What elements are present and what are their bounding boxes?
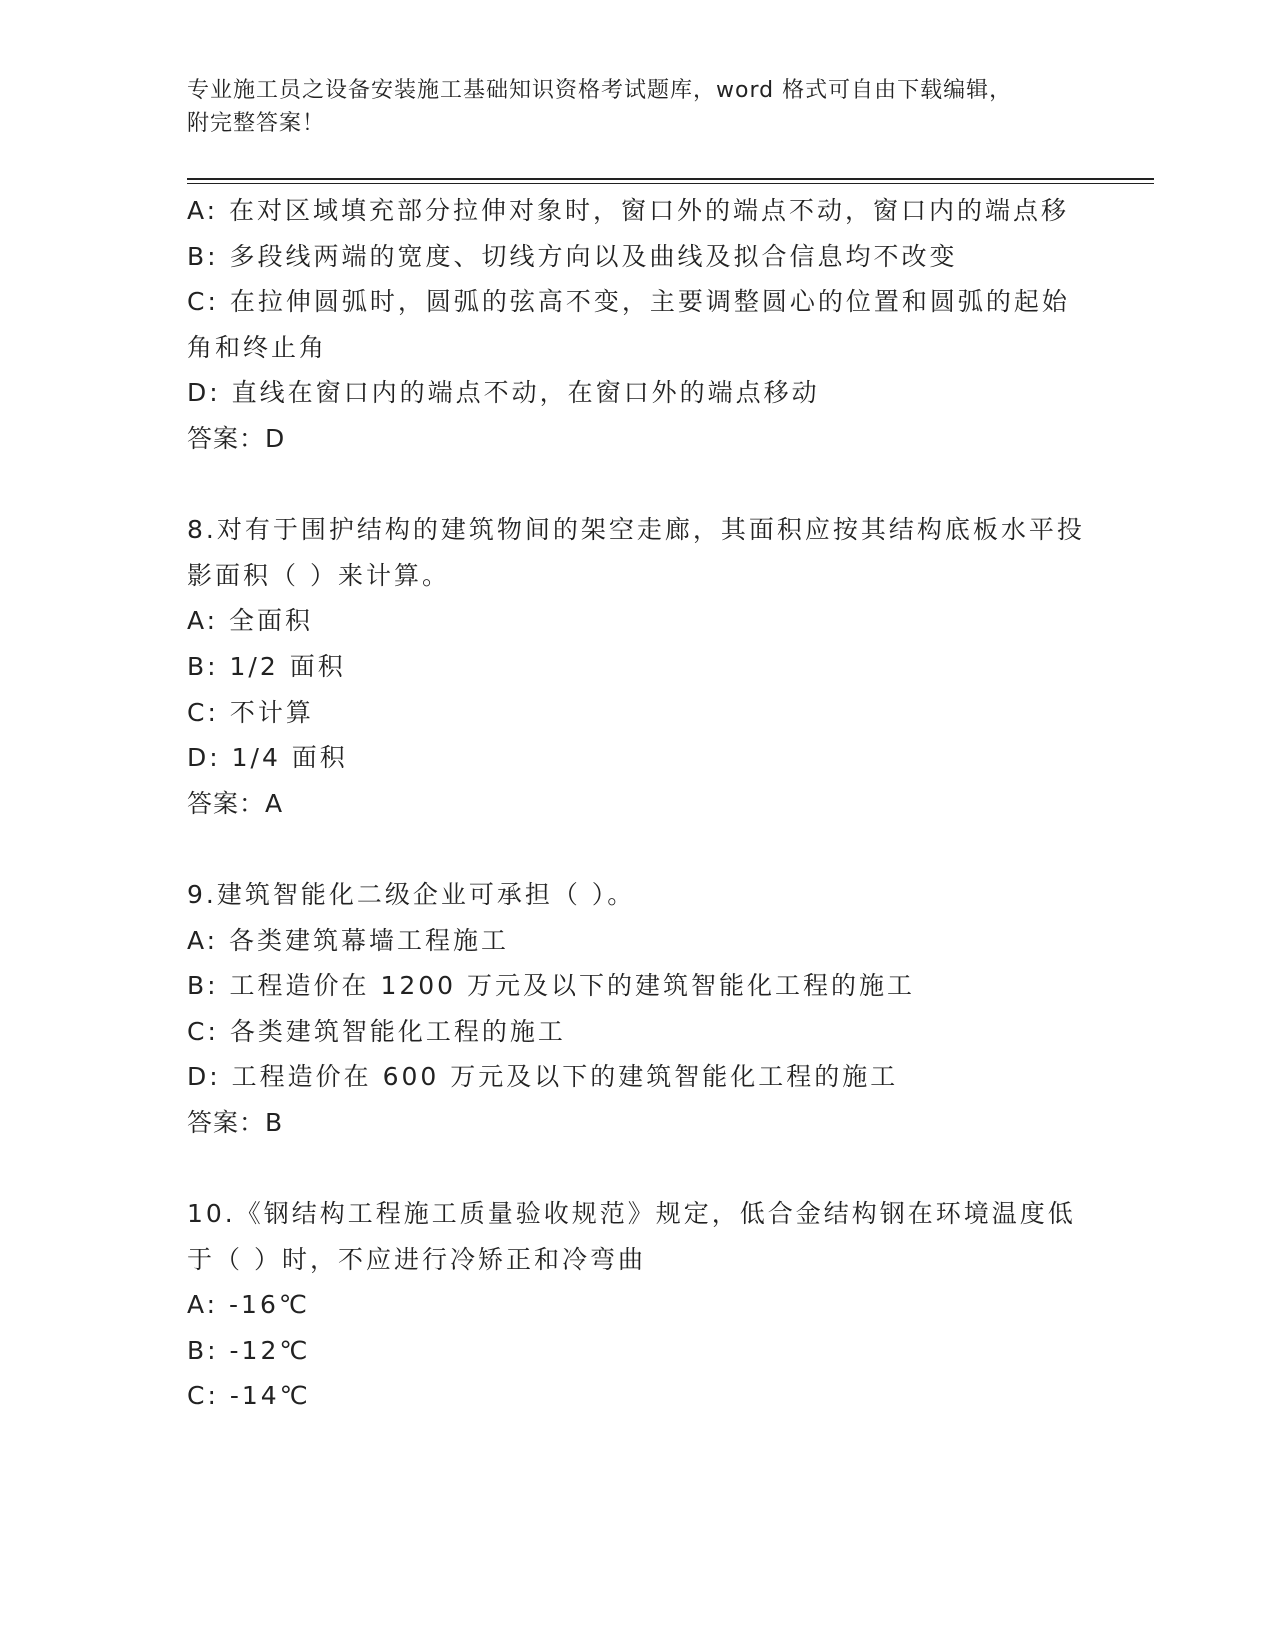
question-list: [187, 188, 1087, 1419]
q10-question: 10.《钢结构工程施工质量验收规范》规定，低合金结构钢在环境温度低于（ ）时，不应进行冷矫正和冷弯曲: [187, 1199, 1076, 1274]
q8-option-d: D: 1/4 面积: [187, 743, 348, 773]
q9-option-d: D: 工程造价在 600 万元及以下的建筑智能化工程的施工: [187, 1062, 899, 1092]
document-header: [187, 74, 1067, 140]
q7-option-d: D: 直线在窗口内的端点不动，在窗口外的端点移动: [187, 378, 820, 408]
question-7: [187, 188, 1087, 462]
header-line-2: 附完整答案！: [187, 111, 326, 136]
q10-option-c: C: -14℃: [187, 1381, 311, 1411]
question-9: [187, 872, 1087, 1146]
spacer: [187, 462, 1087, 508]
q9-option-c: C: 各类建筑智能化工程的施工: [187, 1016, 566, 1046]
q8-option-c: C: 不计算: [187, 697, 314, 727]
q8-answer: 答案：A: [187, 788, 284, 818]
q9-option-b: B: 工程造价在 1200 万元及以下的建筑智能化工程的施工: [187, 971, 916, 1001]
q7-answer: 答案：D: [187, 423, 286, 453]
header-divider-thin: [187, 183, 1154, 184]
q7-option-c: C: 在拉伸圆弧时，圆弧的弦高不变，主要调整圆心的位置和圆弧的起始角和终止角: [187, 287, 1070, 362]
header-divider-thick: [187, 178, 1154, 180]
header-line-1: 专业施工员之设备安装施工基础知识资格考试题库，word 格式可自由下载编辑，: [187, 78, 1013, 103]
q7-option-a: A: 在对区域填充部分拉伸对象时，窗口外的端点不动，窗口内的端点移: [187, 196, 1070, 225]
q7-option-b: B: 多段线两端的宽度、切线方向以及曲线及拟合信息均不改变: [187, 241, 958, 271]
question-10: [187, 1191, 1087, 1419]
question-8: [187, 507, 1087, 826]
q9-answer: 答案：B: [187, 1107, 284, 1137]
q10-option-b: B: -12℃: [187, 1335, 311, 1365]
spacer: [187, 826, 1087, 872]
q8-option-a: A: 全面积: [187, 606, 314, 636]
spacer: [187, 1145, 1087, 1191]
q9-question: 9.建筑智能化二级企业可承担（ ）。: [187, 879, 636, 909]
q9-option-a: A: 各类建筑幕墙工程施工: [187, 925, 510, 955]
q8-question: 8.对有于围护结构的建筑物间的架空走廊，其面积应按其结构底板水平投影面积（ ）来计算。: [187, 515, 1085, 590]
q8-option-b: B: 1/2 面积: [187, 651, 346, 681]
q10-option-a: A: -16℃: [187, 1290, 310, 1320]
